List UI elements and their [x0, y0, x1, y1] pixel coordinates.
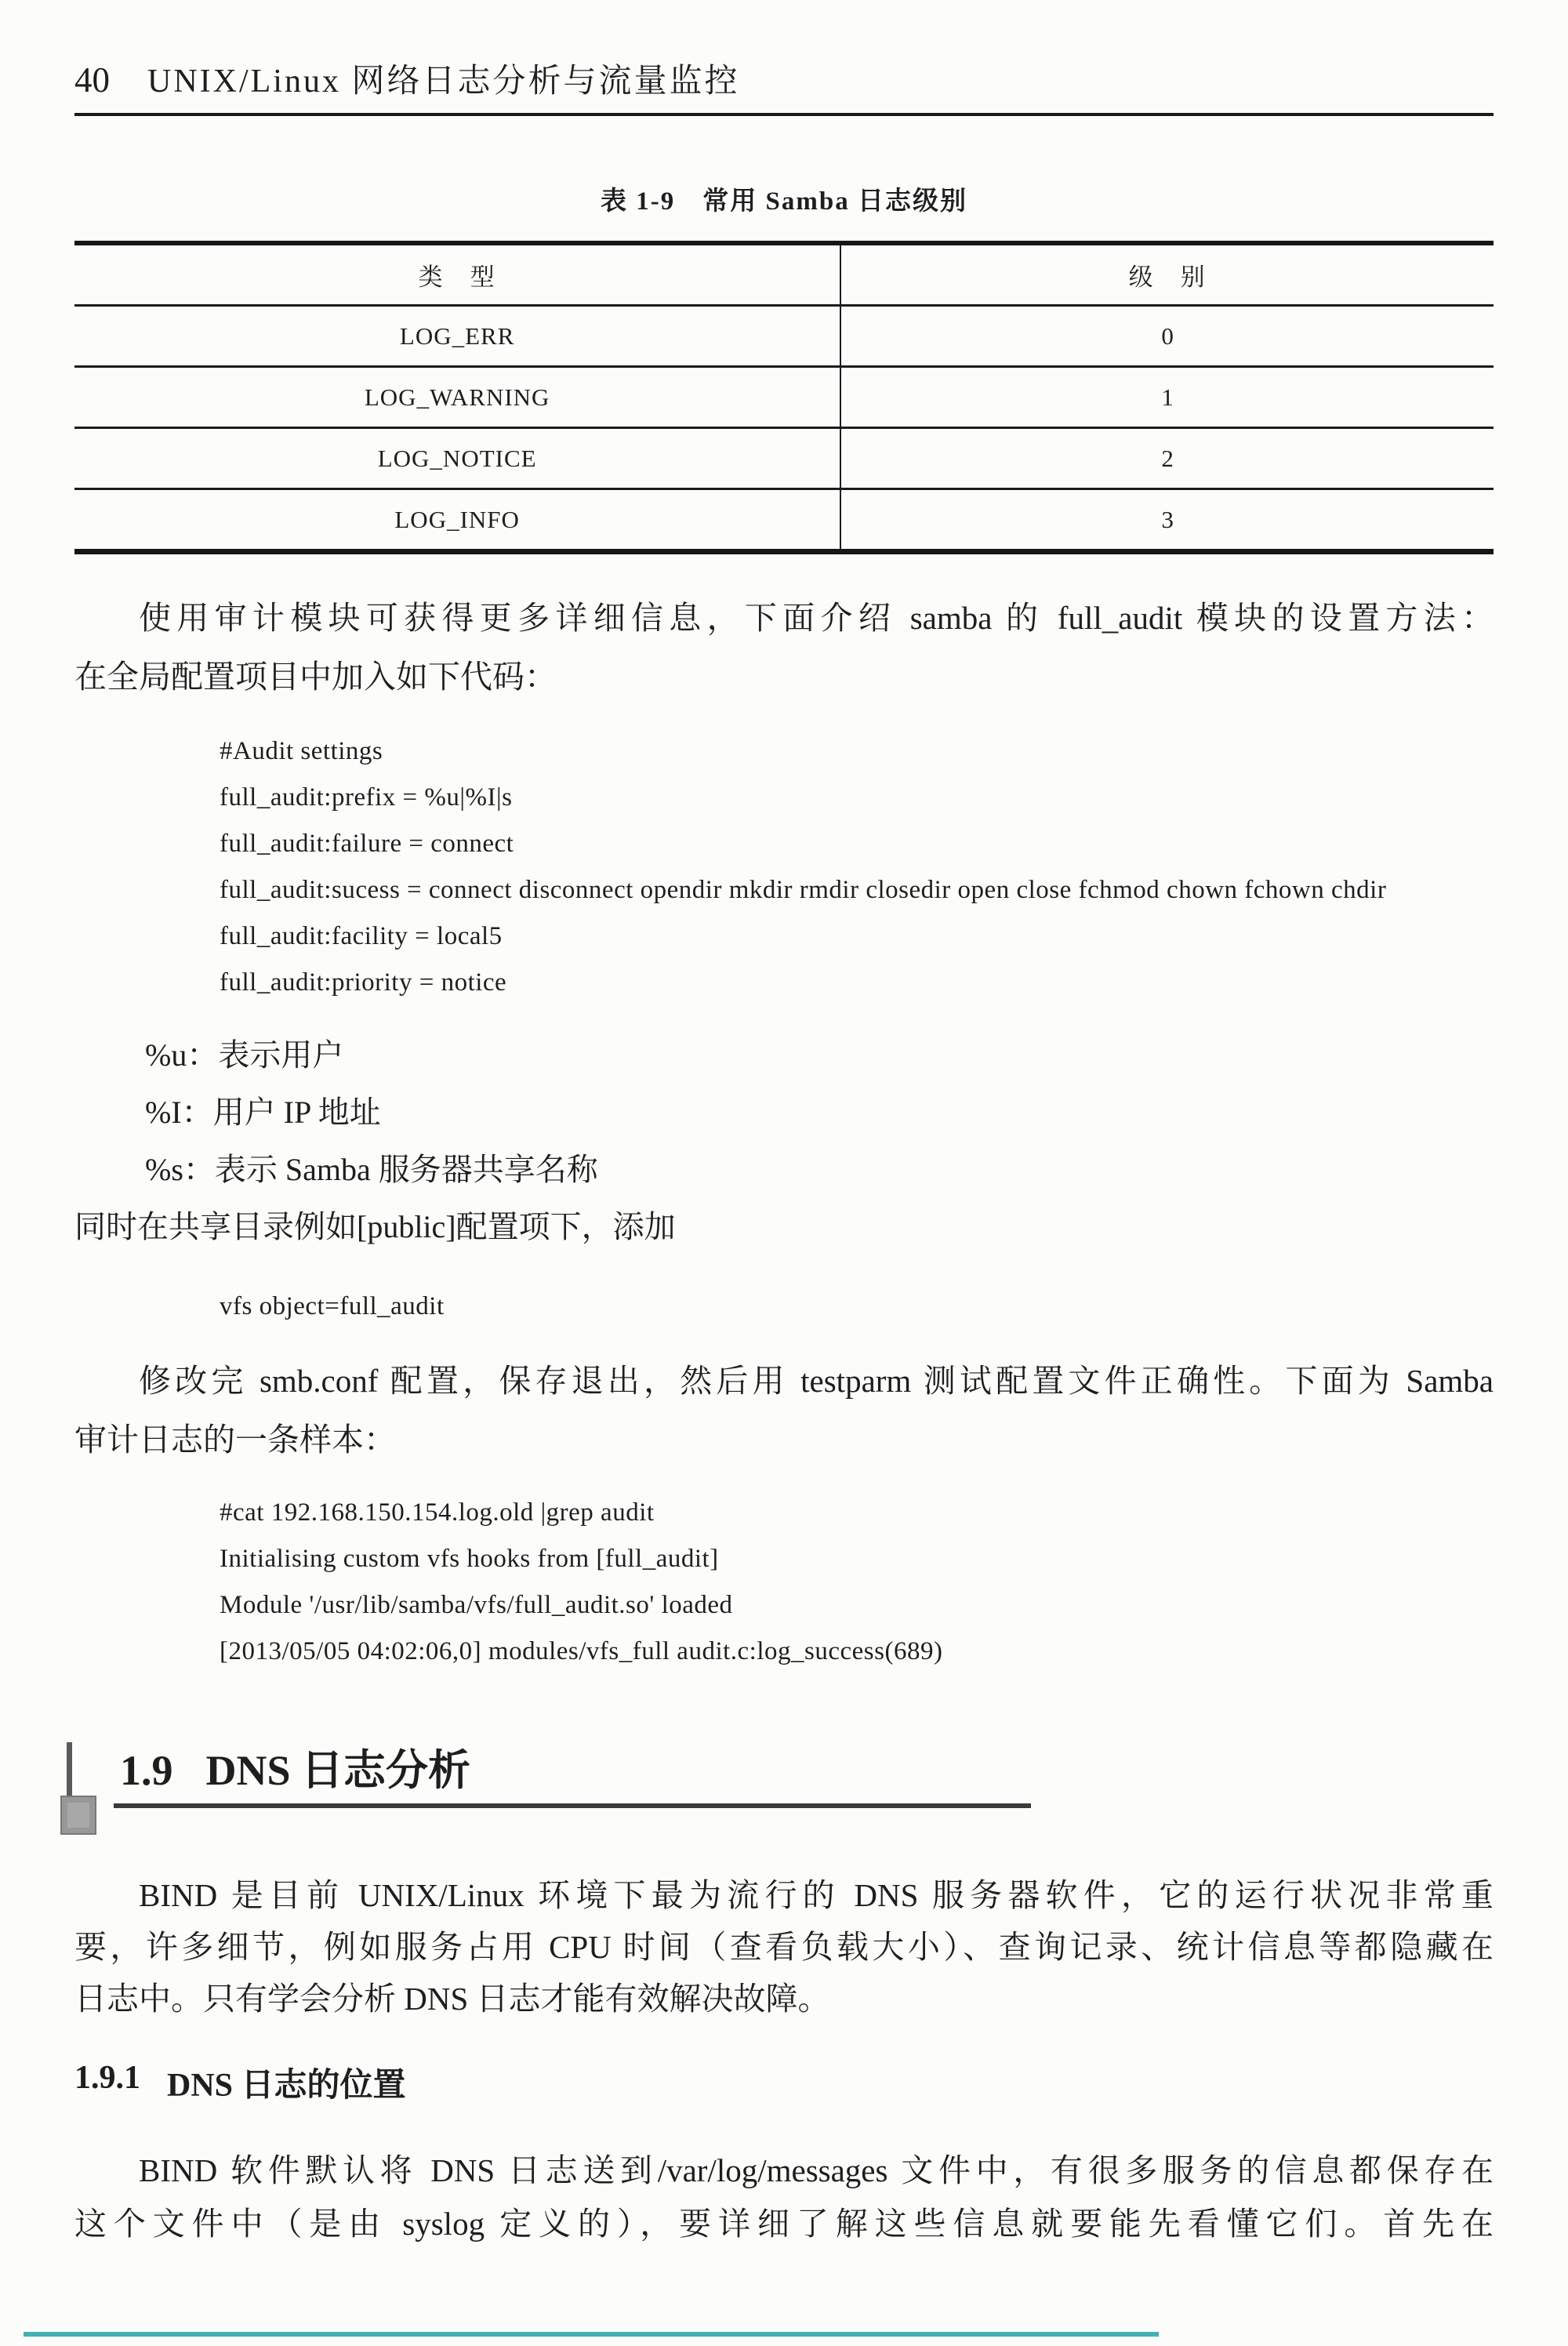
table-row — [74, 307, 1494, 368]
variable-note-i: %I：用户 IP 地址 — [145, 1095, 381, 1130]
paragraph-line: 这个文件中（是由 syslog 定义的），要详细了解这些信息就要能先看懂它们。首先在 — [74, 2206, 1494, 2242]
testparm-paragraph — [74, 1352, 1494, 1469]
bind-intro-paragraph — [74, 1869, 1494, 2025]
code-line: full_audit:facility = local5 — [220, 922, 503, 950]
table-header-row — [74, 245, 1494, 307]
column-header-level: 级 别 — [1128, 263, 1207, 291]
paragraph-line: 修改完 smb.conf 配置，保存退出，然后用 testparm 测试配置文件正确性。下面为 Samba — [139, 1363, 1494, 1399]
code-line: full_audit:sucess = connect disconnect opendir mkdir rmdir closedir open close fchmod chown fchown chdir — [220, 876, 1387, 904]
vfs-object-code-block — [74, 1284, 1494, 1330]
cell-type: LOG_WARNING — [74, 368, 841, 427]
code-line: full_audit:priority = notice — [220, 968, 507, 997]
sample-log-code-block — [74, 1490, 1494, 1675]
cell-type: LOG_NOTICE — [74, 429, 841, 488]
paragraph-line: 使用审计模块可获得更多详细信息，下面介绍 samba 的 full_audit 模块的设置方法： — [139, 600, 1494, 636]
table-row — [74, 368, 1494, 429]
cell-level: 0 — [1161, 321, 1174, 350]
heading-underline — [114, 1803, 1031, 1808]
dns-location-paragraph — [74, 2144, 1494, 2250]
share-config-note: 同时在共享目录例如[public]配置项下，添加 — [74, 1209, 676, 1244]
paragraph-line: BIND 是目前 UNIX/Linux 环境下最为流行的 DNS 服务器软件，它的运行状况非常重 — [139, 1877, 1494, 1913]
page-header — [74, 0, 1494, 116]
samba-log-level-table — [74, 241, 1494, 554]
scan-edge-artifact — [24, 2332, 1159, 2337]
cell-level: 3 — [1161, 505, 1174, 533]
paragraph-line: 日志中。只有学会分析 DNS 日志才能有效解决故障。 — [74, 1981, 830, 2017]
code-line: #cat 192.168.150.154.log.old |grep audit — [220, 1498, 655, 1527]
code-line: full_audit:failure = connect — [220, 830, 514, 858]
section-heading-1-9 — [74, 1745, 1494, 1808]
code-line: #Audit settings — [220, 737, 383, 765]
paragraph-line: 要，许多细节，例如服务占用 CPU 时间（查看负载大小）、查询记录、统计信息等都隐藏在 — [74, 1929, 1494, 1965]
code-line: full_audit:prefix = %u|%I|s — [220, 783, 513, 812]
section-number: 1.9 — [120, 1747, 173, 1794]
paragraph-line: 在全局配置项目中加入如下代码： — [74, 659, 557, 695]
intro-paragraph — [74, 589, 1494, 706]
cell-type: LOG_INFO — [74, 490, 841, 549]
variable-note-u: %u：表示用户 — [145, 1037, 344, 1073]
subsection-heading-1-9-1 — [74, 2059, 1494, 2106]
code-line: Module '/usr/lib/samba/vfs/full_audit.so' loaded — [220, 1591, 733, 1619]
audit-settings-code-block — [74, 728, 1494, 1006]
table-row — [74, 429, 1494, 490]
page-number: 40 — [74, 60, 110, 100]
table-row — [74, 490, 1494, 549]
paragraph-line: 审计日志的一条样本： — [74, 1422, 396, 1458]
section-title: DNS 日志分析 — [205, 1747, 471, 1794]
subsection-number: 1.9.1 — [74, 2060, 140, 2096]
paragraph-line: BIND 软件默认将 DNS 日志送到/var/log/messages 文件中，有很多服务的信息都保存在 — [139, 2152, 1494, 2188]
section-heading-row — [120, 1745, 1494, 1796]
code-line: vfs object=full_audit — [220, 1292, 445, 1320]
variable-notes — [74, 1026, 1494, 1255]
variable-note-s: %s：表示 Samba 服务器共享名称 — [145, 1152, 598, 1187]
cell-level: 2 — [1161, 444, 1174, 472]
table-caption: 表 1-9 常用 Samba 日志级别 — [601, 187, 967, 216]
cell-level: 1 — [1161, 383, 1174, 411]
code-line: Initialising custom vfs hooks from [full_audit] — [220, 1545, 719, 1573]
cell-type: LOG_ERR — [74, 307, 841, 365]
book-title: UNIX/Linux 网络日志分析与流量监控 — [147, 64, 740, 100]
code-line: [2013/05/05 04:02:06,0] modules/vfs_full audit.c:log_success(689) — [220, 1637, 943, 1665]
section-marker-icon — [60, 1796, 96, 1835]
column-header-type: 类 型 — [74, 245, 841, 304]
subsection-title: DNS 日志的位置 — [167, 2068, 406, 2104]
